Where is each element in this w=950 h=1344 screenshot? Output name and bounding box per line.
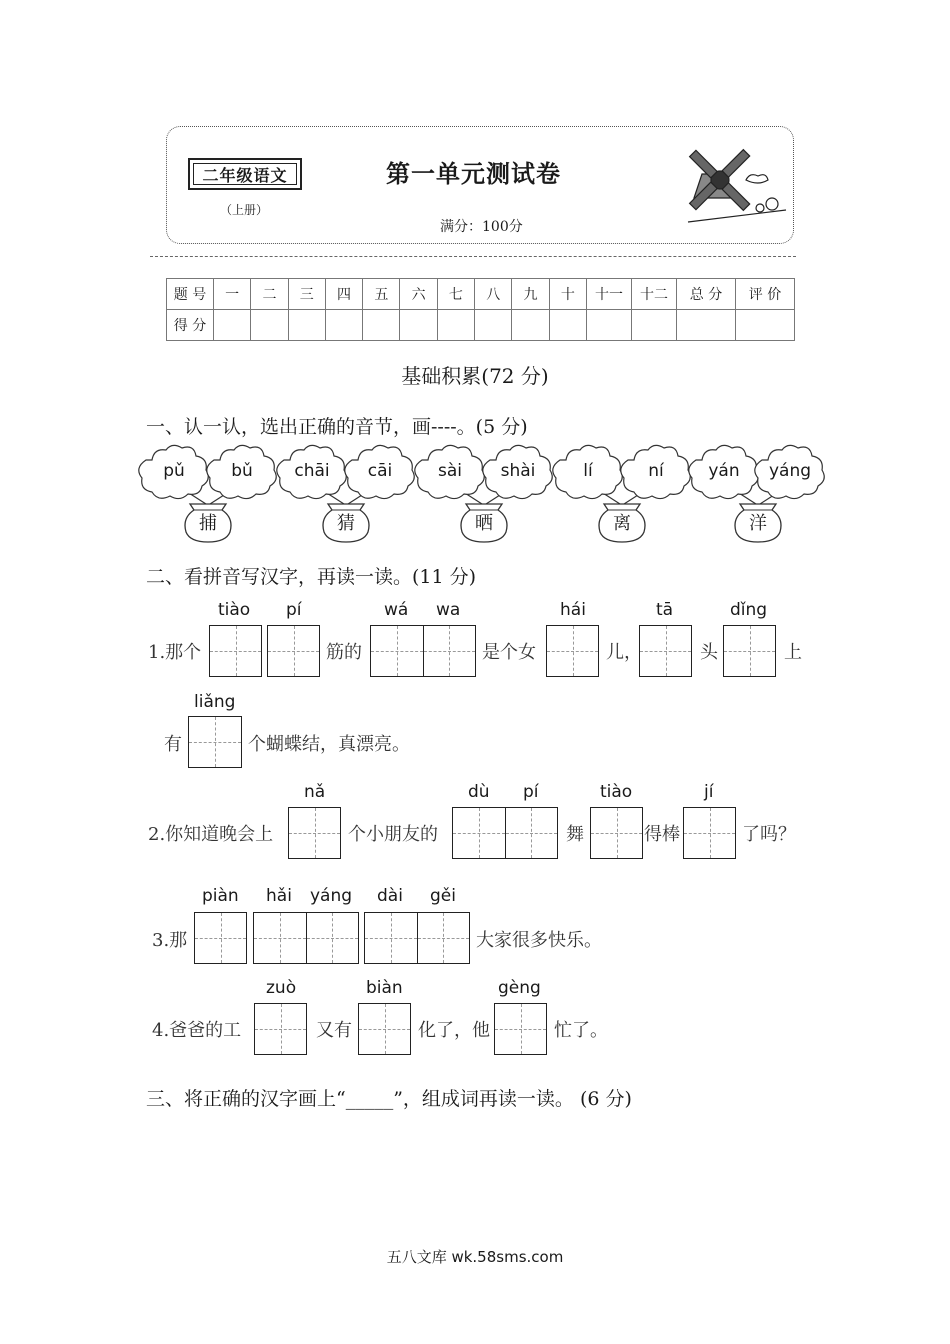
score-input-cell[interactable] [288, 310, 325, 341]
table-cell: 一 [214, 279, 251, 310]
section-title: 基础积累(72 分) [401, 364, 549, 388]
pinyin-hint: nǎ [304, 782, 326, 802]
pinyin-hint: tā [656, 600, 674, 620]
sentence-text: 又有 [316, 1020, 352, 1041]
writing-box[interactable] [370, 625, 476, 677]
character-pot [730, 498, 786, 544]
score-input-cell[interactable] [587, 310, 632, 341]
sentence-text: 个蝴蝶结，真漂亮。 [248, 734, 410, 755]
pinyin-hint: jí [704, 782, 714, 802]
pinyin-hint: liǎng [194, 692, 236, 712]
writing-box[interactable] [253, 912, 359, 964]
header-separator [150, 256, 796, 257]
pinyin-hint: wa [436, 600, 461, 620]
pinyin-cloud[interactable] [344, 444, 416, 500]
writing-box[interactable] [452, 807, 558, 859]
pinyin-cloud[interactable] [276, 444, 348, 500]
pinyin-option: ní [648, 461, 664, 481]
pinyin-option: shài [500, 461, 536, 481]
table-cell: 五 [363, 279, 400, 310]
pinyin-hint: hái [560, 600, 586, 620]
table-cell: 八 [475, 279, 512, 310]
footer-watermark: 五八文库 wk.58sms.com [386, 1248, 564, 1266]
pinyin-hint: tiào [218, 600, 251, 620]
score-input-cell[interactable] [214, 310, 251, 341]
windmill-icon [668, 140, 790, 236]
pinyin-cloud[interactable] [688, 444, 760, 500]
sentence-text: 忙了。 [554, 1020, 608, 1041]
q3-title: 三、将正确的汉字画上“_____”，组成词再读一读。 (6 分) [146, 1088, 632, 1110]
page-title: 第一单元测试卷 [386, 160, 561, 188]
pinyin-hint: hǎi [266, 886, 292, 906]
pot-character: 离 [613, 513, 631, 534]
pinyin-hint: biàn [366, 978, 403, 998]
pinyin-hint: dài [377, 886, 403, 906]
pinyin-cloud[interactable] [552, 444, 624, 500]
pinyin-hint: yáng [310, 886, 353, 906]
table-cell: 十二 [632, 279, 677, 310]
writing-box[interactable] [209, 625, 262, 677]
writing-box[interactable] [364, 912, 470, 964]
score-input-cell[interactable] [512, 310, 549, 341]
writing-box[interactable] [288, 807, 341, 859]
writing-box[interactable] [267, 625, 320, 677]
score-input-cell[interactable] [736, 310, 795, 341]
table-cell: 七 [437, 279, 474, 310]
score-input-cell[interactable] [437, 310, 474, 341]
character-pot [318, 498, 374, 544]
score-table [166, 278, 795, 341]
pinyin-option: yán [708, 461, 740, 481]
table-cell: 题 号 [167, 279, 214, 310]
character-pot [594, 498, 650, 544]
pot-character: 洋 [749, 513, 767, 534]
sentence-text: 有 [164, 734, 182, 755]
pot-character: 猜 [337, 513, 355, 534]
sentence-text: 大家很多快乐。 [476, 930, 602, 951]
grade-badge [188, 158, 302, 190]
pot-group [138, 444, 278, 542]
writing-box[interactable] [683, 807, 736, 859]
pinyin-hint: tiào [600, 782, 633, 802]
table-cell: 十 [549, 279, 586, 310]
pinyin-hint: dù [468, 782, 490, 802]
pot-group [276, 444, 416, 542]
pinyin-hint: wá [384, 600, 409, 620]
pinyin-cloud[interactable] [206, 444, 278, 500]
score-table-header-row [167, 279, 795, 310]
writing-box[interactable] [546, 625, 599, 677]
score-input-cell[interactable] [400, 310, 437, 341]
pot-group [688, 444, 828, 542]
sentence-text: 头 [700, 642, 718, 663]
table-cell: 总 分 [677, 279, 736, 310]
writing-box[interactable] [723, 625, 776, 677]
table-cell: 六 [400, 279, 437, 310]
sentence-text: 舞 [566, 824, 584, 845]
character-pot [180, 498, 236, 544]
sentence-text: 4.爸爸的工 [152, 1020, 242, 1041]
table-cell: 二 [251, 279, 288, 310]
sentence-text: 化了，他 [418, 1020, 490, 1041]
writing-box[interactable] [358, 1003, 411, 1055]
sentence-text: 儿， [606, 642, 642, 663]
score-input-cell[interactable] [677, 310, 736, 341]
pinyin-option: cāi [367, 461, 393, 481]
score-input-cell[interactable] [325, 310, 362, 341]
volume-label: （上册） [220, 203, 269, 217]
score-input-cell[interactable] [363, 310, 400, 341]
sentence-text: 1.那个 [148, 642, 202, 663]
pinyin-option: sài [438, 461, 462, 481]
sentence-text: 个小朋友的 [348, 824, 438, 845]
pinyin-option: lí [583, 461, 593, 481]
pinyin-cloud[interactable] [482, 444, 554, 500]
character-pot [456, 498, 512, 544]
pinyin-hint: zuò [266, 978, 297, 998]
pinyin-option: pǔ [163, 461, 185, 481]
table-cell: 三 [288, 279, 325, 310]
table-cell: 十一 [587, 279, 632, 310]
table-cell: 九 [512, 279, 549, 310]
pinyin-cloud[interactable] [414, 444, 486, 500]
pinyin-cloud[interactable] [620, 444, 692, 500]
sentence-text: 得棒 [644, 824, 680, 845]
writing-box[interactable] [639, 625, 692, 677]
sentence-text: 2.你知道晚会上 [148, 824, 274, 845]
score-input-cell[interactable] [251, 310, 288, 341]
grade-label: 二年级语文 [193, 163, 297, 185]
score-table-score-row [167, 310, 795, 341]
pinyin-hint: pí [286, 600, 302, 620]
pinyin-hint: gèng [498, 978, 541, 998]
pinyin-hint: pí [523, 782, 539, 802]
table-cell: 评 价 [736, 279, 795, 310]
pinyin-option: bǔ [231, 461, 253, 481]
writing-box[interactable] [194, 912, 247, 964]
pinyin-cloud[interactable] [754, 444, 826, 500]
table-cell: 得 分 [167, 310, 214, 341]
score-input-cell[interactable] [632, 310, 677, 341]
q1-title: 一、认一认，选出正确的音节，画----。(5 分) [146, 416, 528, 438]
writing-box[interactable] [494, 1003, 547, 1055]
q2-title: 二、看拼音写汉字，再读一读。(11 分) [146, 566, 477, 588]
writing-box[interactable] [254, 1003, 307, 1055]
sentence-text: 是个女 [482, 642, 536, 663]
sentence-text: 3.那 [152, 930, 188, 951]
sentence-text: 上 [784, 642, 802, 663]
pinyin-cloud[interactable] [138, 444, 210, 500]
pinyin-hint: gěi [430, 886, 456, 906]
score-input-cell[interactable] [475, 310, 512, 341]
pinyin-hint: piàn [202, 886, 239, 906]
writing-box[interactable] [590, 807, 643, 859]
pot-character: 晒 [475, 513, 493, 534]
full-score: 满分：100分 [440, 219, 523, 235]
pinyin-hint: dǐng [730, 600, 768, 620]
pinyin-option: yáng [768, 461, 812, 481]
pot-group [552, 444, 692, 542]
sentence-text: 了吗？ [742, 824, 796, 845]
pot-character: 捕 [199, 513, 217, 534]
pot-group [414, 444, 554, 542]
pinyin-option: chāi [294, 461, 330, 481]
sentence-text: 筋的 [326, 642, 362, 663]
table-cell: 四 [325, 279, 362, 310]
writing-box[interactable] [188, 716, 242, 768]
score-input-cell[interactable] [549, 310, 586, 341]
